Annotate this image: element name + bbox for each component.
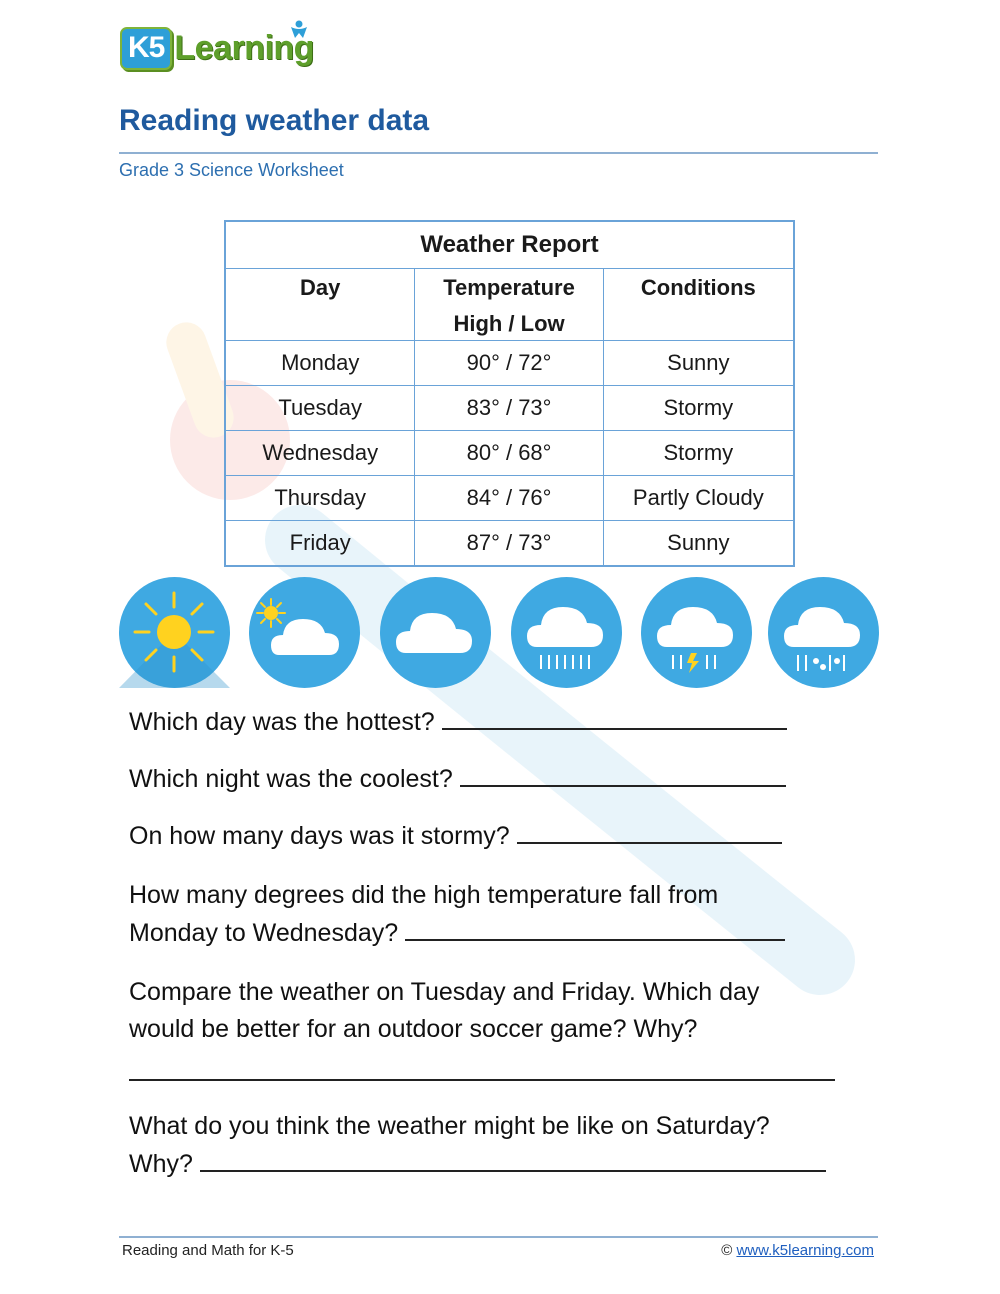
cloud-icon (380, 577, 491, 688)
question-saturday-line2 (129, 1150, 826, 1179)
question-text: On how many days was it stormy? (129, 822, 510, 850)
cell-cond: Stormy (603, 431, 794, 476)
cell-temp: 84° / 76° (415, 476, 603, 521)
question-coolest-night (129, 765, 786, 794)
header-temperature-label: Temperature (443, 275, 575, 300)
cell-day: Wednesday (225, 431, 415, 476)
partly-cloudy-icon (249, 577, 360, 688)
header-temperature (415, 269, 603, 341)
weather-report-table (224, 220, 795, 567)
cell-day: Monday (225, 341, 415, 386)
cell-temp: 90° / 72° (415, 341, 603, 386)
question-temperature-fall-line2 (129, 919, 785, 948)
page-title: Reading weather data (119, 104, 430, 137)
answer-line[interactable] (129, 1079, 835, 1081)
question-compare-line2 (129, 1015, 697, 1044)
footer-copyright (721, 1242, 874, 1259)
question-text: Monday to Wednesday? (129, 919, 399, 947)
question-stormy-days (129, 822, 782, 851)
table-row (225, 386, 794, 431)
question-compare-line1 (129, 978, 759, 1007)
page-subtitle: Grade 3 Science Worksheet (119, 160, 344, 180)
table-row (225, 341, 794, 386)
cell-day: Tuesday (225, 386, 415, 431)
question-text: Which night was the coolest? (129, 765, 453, 793)
weather-icons-row (119, 577, 879, 689)
cell-temp: 80° / 68° (415, 431, 603, 476)
snow-rain-icon (768, 577, 879, 688)
question-hottest-day (129, 708, 787, 737)
question-text: Which day was the hottest? (129, 708, 435, 736)
question-saturday-line1 (129, 1112, 770, 1141)
cell-day: Friday (225, 521, 415, 567)
header-day: Day (225, 269, 415, 341)
answer-line[interactable] (442, 727, 787, 730)
cell-temp: 87° / 73° (415, 521, 603, 567)
logo-word: Learning (174, 29, 314, 67)
logo-person-icon (288, 18, 310, 40)
footer-divider (119, 1236, 878, 1238)
header-divider (119, 152, 878, 154)
header-high-low-label: High / Low (453, 311, 565, 336)
answer-line[interactable] (200, 1169, 826, 1172)
logo-badge: K5 (120, 27, 172, 70)
cell-cond: Sunny (603, 521, 794, 567)
cell-day: Thursday (225, 476, 415, 521)
answer-line[interactable] (517, 841, 782, 844)
cell-cond: Sunny (603, 341, 794, 386)
table-row (225, 476, 794, 521)
sun-icon (119, 577, 230, 688)
question-text: What do you think the weather might be like on Saturday? (129, 1112, 770, 1140)
k5-learning-logo (120, 22, 314, 74)
rain-icon (511, 577, 622, 688)
cell-cond: Stormy (603, 386, 794, 431)
question-text: How many degrees did the high temperature fall from (129, 881, 719, 909)
cell-temp: 83° / 73° (415, 386, 603, 431)
footer-website-link[interactable]: www.k5learning.com (736, 1242, 874, 1259)
table-caption: Weather Report (225, 221, 794, 269)
question-text: Why? (129, 1150, 193, 1178)
thunderstorm-icon (641, 577, 752, 688)
answer-line[interactable] (405, 938, 785, 941)
question-text: would be better for an outdoor soccer game? Why? (129, 1015, 698, 1043)
footer-tagline: Reading and Math for K-5 (122, 1242, 294, 1259)
table-row (225, 431, 794, 476)
table-row (225, 521, 794, 567)
answer-line[interactable] (460, 784, 786, 787)
question-text: Compare the weather on Tuesday and Friday. Which day (129, 978, 760, 1006)
question-temperature-fall-line1 (129, 881, 718, 910)
header-conditions: Conditions (603, 269, 794, 341)
copyright-symbol: © (721, 1242, 733, 1259)
cell-cond: Partly Cloudy (603, 476, 794, 521)
